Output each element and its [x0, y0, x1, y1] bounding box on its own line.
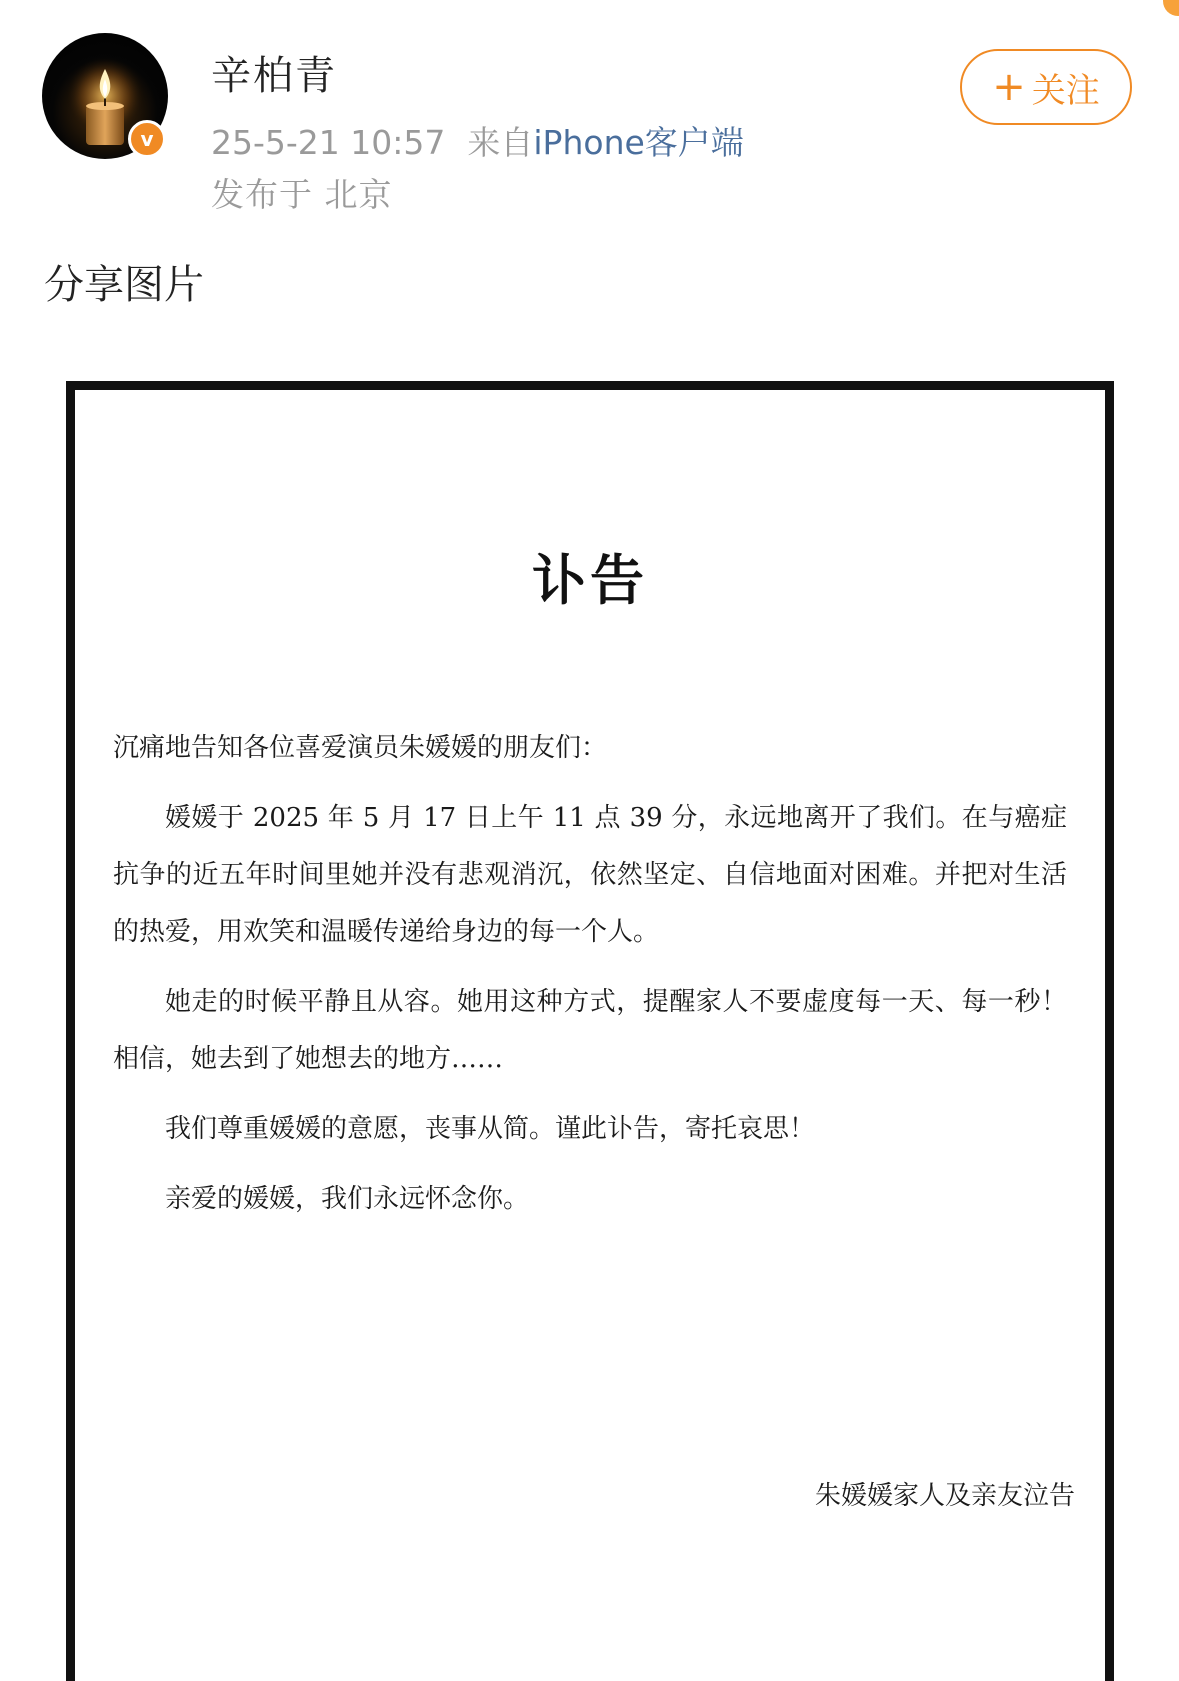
post-text: 分享图片 [44, 262, 204, 308]
follow-button[interactable] [960, 49, 1132, 125]
plus-icon: + [992, 64, 1026, 110]
post-date: 25-5-21 10:57 [211, 123, 446, 162]
notice-paragraph: 我们尊重媛媛的意愿，丧事从简。谨此讣告，寄托哀思！ [165, 1114, 816, 1144]
notice-signature: 朱媛媛家人及亲友泣告 [814, 1481, 1075, 1511]
user-name[interactable]: 辛柏青 [211, 53, 337, 99]
post-source-prefix: 来自 [467, 123, 534, 162]
notice-salutation: 沉痛地告知各位喜爱演员朱媛媛的朋友们： [113, 733, 608, 763]
notice-title: 讣告 [532, 549, 648, 612]
corner-accent [1163, 0, 1179, 16]
notice-paragraph: 媛媛于 2025 年 5 月 17 日上午 11 点 39 分，永远地离开了我们。在与癌症抗争的近五年时间里她并没有悲观消沉，依然坚定、自信地面对困难。并把对生活的热爱，用欢笑和温暖传递给身边的每一个人。 [113, 803, 1067, 947]
notice-body [113, 720, 1067, 1241]
verified-badge-icon: v [128, 120, 166, 158]
shared-image[interactable] [66, 381, 1114, 1681]
post-source-client[interactable]: iPhone客户端 [533, 123, 744, 162]
notice-paragraph: 亲爱的媛媛，我们永远怀念你。 [165, 1184, 530, 1214]
post-meta [211, 117, 744, 164]
post-location: 发布于 北京 [211, 175, 393, 214]
notice-paragraph: 她走的时候平静且从容。她用这种方式，提醒家人不要虚度每一天、每一秒！相信，她去到了她想去的地方…… [113, 987, 1067, 1074]
follow-button-label: 关注 [1031, 70, 1100, 111]
